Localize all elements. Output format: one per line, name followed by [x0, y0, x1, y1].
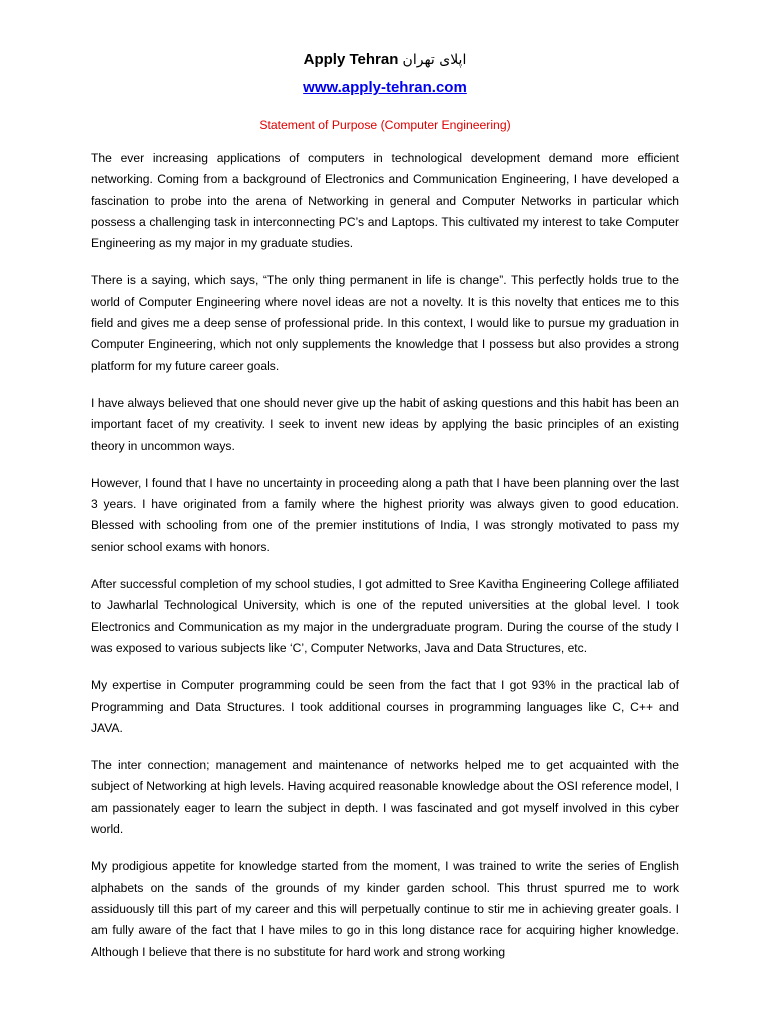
paragraph: The inter connection; management and maintenance of networks helped me to get acquainted with the subject of Networking at high levels. Having acquired reasonable knowledge about the OSI reference model, I am passionately eager to learn the subject in depth. I was fascinated and got myself involved in this cyber world. — [91, 758, 679, 837]
paragraph: There is a saying, which says, “The only thing permanent in life is change”. This perfectly holds true to the world of Computer Engineering where novel ideas are not a novelty. It is this novelty that entices me to this field and gives me a deep sense of professional pride. In this context, I would like to pursue my graduation in Computer Engineering, which not only supplements the knowledge that I possess but also provides a strong platform for my future career goals. — [91, 273, 679, 373]
document-title: Statement of Purpose (Computer Engineering) — [259, 118, 511, 132]
paragraph: After successful completion of my school studies, I got admitted to Sree Kavitha Engineering College affiliated to Jawharlal Technological University, which is one of the reputed universities at the global level. I took Electronics and Communication as my major in the undergraduate program. During the course of the study I was exposed to various subjects like ‘C’, Computer Networks, Java and Data Structures, etc. — [91, 577, 679, 655]
paragraph: However, I found that I have no uncertainty in proceeding along a path that I have been planning over the last 3 years. I have originated from a family where the highest priority was always given to good education. Blessed with schooling from one of the premier institutions of India, I was strongly motivated to pass my senior school exams with honors. — [91, 475, 679, 554]
paragraph: I have always believed that one should never give up the habit of asking questions and this habit has been an important facet of my creativity. I seek to invent new ideas by applying the basic principles of an existing theory in uncommon ways. — [91, 395, 679, 453]
brand-header — [91, 50, 679, 70]
brand-persian-name: اپلای تهران — [402, 52, 467, 68]
paragraph: The ever increasing applications of computers in technological development demand more efficient networking. Coming from a background of Electronics and Communication Engineering, I have developed a fascination to probe into the arena of Networking in general and Computer Networks in particular which possess a challenging task in interconnecting PC’s and Laptops. This cultivated my interest to take Computer Engineering as my major in my graduate studies. — [91, 151, 679, 251]
document-page — [91, 50, 679, 979]
paragraph: My expertise in Computer programming could be seen from the fact that I got 93% in the practical lab of Programming and Data Structures. I took additional courses in programming languages like C, C++ and JAVA. — [91, 678, 679, 735]
website-link[interactable]: www.apply-tehran.com — [303, 79, 467, 96]
paragraph: My prodigious appetite for knowledge started from the moment, I was trained to write the series of English alphabets on the sands of the grounds of my kinder garden school. This thrust spurred me to work assiduously till this part of my career and this will perpetually continue to stir me in achieving greater goals. I am fully aware of the fact that I have miles to go in this long distance race for acquiring higher knowledge. Although I believe that there is no substitute for hard work and strong working — [91, 859, 679, 959]
brand-name: Apply Tehran — [303, 51, 399, 68]
